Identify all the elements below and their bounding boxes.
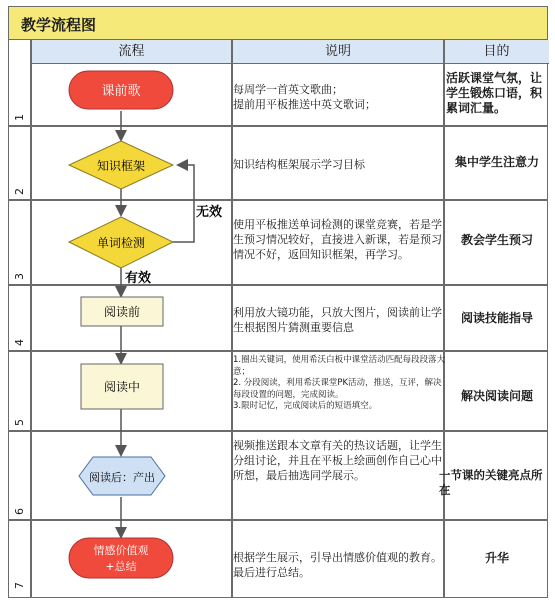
row-number: 4 (13, 339, 26, 346)
row-goal: 解决阅读问题 (460, 389, 533, 403)
row-number: 5 (13, 419, 26, 426)
node-label-line1: 情感价值观 (93, 544, 149, 557)
row-desc: 每周学一首英文歌曲； 提前用平板推送中英文歌词； (233, 83, 376, 111)
row-number: 2 (13, 188, 26, 195)
node-label: 单词检测 (96, 236, 146, 250)
row-goal: 教会学生预习 (460, 233, 533, 247)
row-goal: 集中学生注意力 (454, 155, 539, 169)
node-label: 课前歌 (101, 84, 141, 99)
row-desc: 视频推送跟本文章有关的热议话题，让学生分组讨论，并且在平板上绘画创作自己心中所想，最后抽选同学展示。 (233, 439, 442, 482)
row-desc: 1.圈出关键词，使用希沃白板中课堂活动匹配每段段落大意； 2. 分段阅读，利用希沃课堂PK活动，推送，互评，解决每段设置的问题，完成阅读。 3.限时记忆，完成阅读后的短语填空。 (233, 355, 446, 411)
row-goal: 一节课的关键亮点所在 (439, 468, 543, 497)
row-goal: 活跃课堂气氛，让学生锻炼口语，积累词汇量。 (446, 71, 543, 115)
node-label: 阅读后：产出 (89, 471, 155, 484)
row-desc: 知识结构框架展示学习目标 (233, 158, 365, 171)
row-desc: 利用放大镜功能，只放大图片，阅读前让学生根据图片猜测重要信息 (233, 306, 442, 334)
header-flow: 流程 (31, 40, 232, 64)
edge-label-invalid: 无效 (196, 205, 223, 220)
node-label: 阅读前 (103, 305, 141, 319)
teaching-flowchart-sheet (8, 6, 548, 598)
page-title: 教学流程图 (21, 16, 97, 34)
loop-arrow (172, 165, 194, 242)
row-goal: 升华 (484, 551, 509, 565)
node-label-line2: +总结 (105, 560, 137, 573)
row-desc: 使用平板推送单词检测的课堂竞赛，若是学生预习情况较好，直接进入新课，若是预习情况不好，返回知识框架，再学习。 (233, 218, 442, 261)
node-label: 知识框架 (96, 159, 146, 173)
row-number: 7 (13, 582, 26, 589)
row-desc: 根据学生展示，引导出情感价值观的教育。最后进行总结。 (233, 551, 442, 579)
flowchart (9, 7, 231, 599)
row-goal: 阅读技能指导 (460, 311, 533, 325)
row-number: 3 (13, 273, 26, 280)
node-label: 阅读中 (103, 380, 141, 394)
row-number: 1 (13, 114, 26, 121)
row-number: 6 (13, 508, 26, 515)
header-desc: 说明 (232, 40, 444, 64)
edge-label-valid: 有效 (125, 271, 152, 286)
header-goal: 目的 (444, 40, 549, 64)
